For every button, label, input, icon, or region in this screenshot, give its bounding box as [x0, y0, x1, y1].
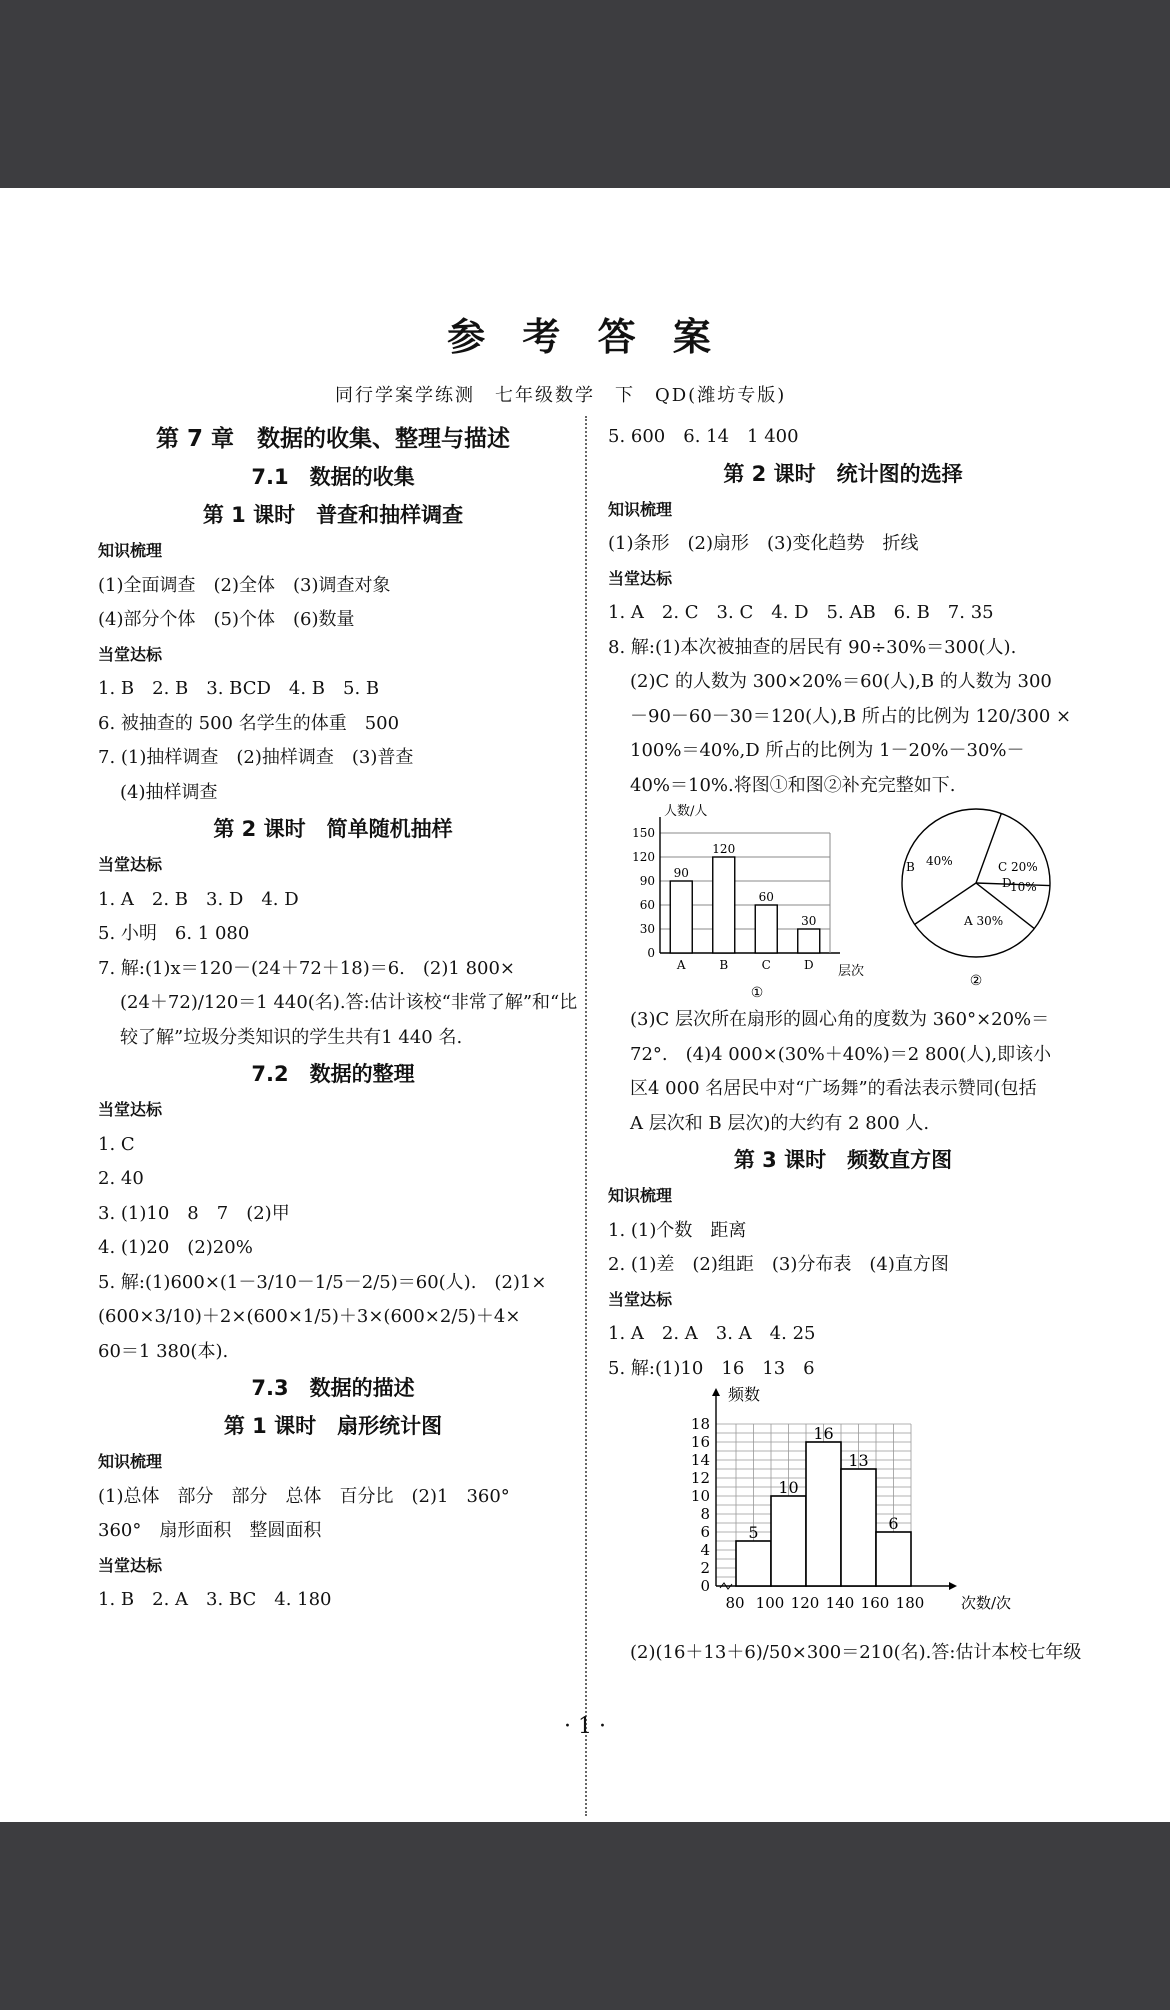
right-top-block — [608, 420, 1078, 803]
text-line: 72°. (4)4 000×(30%＋40%)＝2 800(人),即该小 — [630, 1043, 1052, 1065]
bar-value-label: 6 — [888, 1514, 899, 1533]
text-line: 1. B 2. B 3. BCD 4. B 5. B — [98, 678, 380, 699]
text-line: 当堂达标 — [98, 1100, 163, 1119]
text-line: 知识梳理 — [98, 1452, 163, 1471]
bar-value-label: 30 — [801, 914, 817, 928]
bar-value-label: 16 — [813, 1424, 834, 1443]
y-tick-label: 12 — [690, 1469, 710, 1487]
text-line: 较了解”垃圾分类知识的学生共有1 440 名. — [120, 1026, 463, 1048]
x-tick-label: C — [761, 958, 771, 972]
figure-histogram — [608, 1386, 1078, 1636]
text-line: 1. A 2. B 3. D 4. D — [98, 888, 299, 910]
chart-caption: ② — [969, 973, 983, 989]
x-tick-label: 180 — [895, 1594, 925, 1612]
text-line: 1. (1)个数 距离 — [608, 1219, 747, 1241]
pie-slice-label: 40% — [926, 854, 953, 868]
y-tick-label: 10 — [690, 1487, 710, 1505]
text-line: 知识梳理 — [98, 541, 163, 560]
text-line: 7.3 数据的描述 — [251, 1376, 415, 1400]
text-line: (1)全面调查 (2)全体 (3)调查对象 — [98, 574, 391, 596]
histogram-bar — [771, 1496, 806, 1586]
text-line: (1)条形 (2)扇形 (3)变化趋势 折线 — [608, 533, 919, 554]
text-line: 第 2 课时 简单随机抽样 — [213, 817, 453, 841]
page-number: · 1 · — [564, 1714, 606, 1739]
top-dark-bar — [0, 0, 1170, 188]
text-line: 2. 40 — [98, 1168, 144, 1189]
bottom-dark-bar — [0, 1822, 1170, 2010]
histogram-bar — [841, 1469, 876, 1586]
pie-slice-letter: B — [906, 860, 915, 874]
text-line: 当堂达标 — [608, 568, 673, 588]
text-line: (24＋72)/120＝1 440(名).答:估计该校“非常了解”和“比 — [120, 992, 578, 1013]
text-line: 当堂达标 — [608, 1289, 673, 1309]
text-line: －90－60－30＝120(人),B 所占的比例为 120/300 × — [630, 705, 1072, 727]
text-line: 当堂达标 — [98, 644, 163, 664]
text-line: (4)抽样调查 — [120, 781, 218, 803]
histogram-bar — [736, 1541, 771, 1586]
y-tick-label: 16 — [690, 1433, 710, 1451]
pie-chart — [898, 803, 1068, 1003]
text-line: 60＝1 380(本). — [98, 1340, 229, 1362]
y-tick-label: 150 — [632, 826, 655, 840]
text-line: 8. 解:(1)本次被抽查的居民有 90÷30%＝300(人). — [608, 636, 1017, 658]
histogram-bar — [806, 1442, 841, 1586]
text-line: (2)C 的人数为 300×20%＝60(人),B 的人数为 300 — [630, 671, 1052, 692]
text-line: 第 2 课时 统计图的选择 — [723, 461, 963, 486]
y-tick-label: 14 — [690, 1451, 710, 1469]
text-line: (1)总体 部分 部分 总体 百分比 (2)1 360° — [98, 1485, 510, 1507]
pie-slice-label: 10% — [1010, 880, 1037, 894]
pie-slice-letter: D — [1002, 876, 1012, 890]
x-axis-label: 次数/次 — [961, 1594, 1012, 1612]
bar-value-label: 5 — [748, 1523, 759, 1542]
bar — [713, 857, 735, 953]
text-line: (600×3/10)＋2×(600×1/5)＋3×(600×2/5)＋4× — [98, 1306, 521, 1327]
text-line: 知识梳理 — [608, 499, 673, 519]
text-line: 7. (1)抽样调查 (2)抽样调查 (3)普查 — [98, 747, 414, 768]
text-line: 40%＝10%.将图①和图②补充完整如下. — [630, 774, 956, 796]
y-tick-label: 90 — [639, 874, 655, 888]
x-tick-label: 160 — [860, 1594, 890, 1612]
text-line: 5. 小明 6. 1 080 — [98, 923, 250, 944]
bar — [670, 881, 692, 953]
pie-slice-label: C 20% — [998, 860, 1038, 874]
text-line: 6. 被抽查的 500 名学生的体重 500 — [98, 712, 400, 734]
text-line: 7.2 数据的整理 — [251, 1062, 415, 1086]
text-line: A 层次和 B 层次)的大约有 2 800 人. — [630, 1112, 930, 1134]
y-tick-label: 0 — [647, 946, 655, 960]
page-title: 参 考 答 案 — [447, 315, 723, 359]
text-line: 100%＝40%,D 所占的比例为 1－20%－30%－ — [630, 740, 1025, 761]
text-line: 第 1 课时 普查和抽样调查 — [202, 503, 464, 527]
text-line: 第 1 课时 扇形统计图 — [223, 1414, 443, 1438]
text-line: (4)部分个体 (5)个体 (6)数量 — [98, 609, 355, 630]
text-line: 5. 解:(1)600×(1－3/10－1/5－2/5)＝60(人). (2)1× — [98, 1271, 547, 1293]
chart-caption: ① — [750, 985, 764, 1001]
bar-value-label: 90 — [673, 866, 689, 880]
text-line: 1. C — [98, 1133, 135, 1155]
y-tick-label: 6 — [700, 1523, 710, 1541]
y-tick-label: 18 — [690, 1415, 710, 1433]
text-line: 2. (1)差 (2)组距 (3)分布表 (4)直方图 — [608, 1254, 949, 1275]
right-column — [608, 420, 1082, 1671]
y-tick-label: 2 — [700, 1559, 710, 1577]
y-tick-label: 30 — [639, 922, 655, 936]
text-line: 第 3 课时 频数直方图 — [733, 1148, 953, 1172]
bar-value-label: 60 — [758, 890, 774, 904]
text-line: 3. (1)10 8 7 (2)甲 — [98, 1202, 290, 1224]
axis-break-mark — [720, 1583, 732, 1589]
x-tick-label: A — [676, 958, 686, 972]
y-tick-label: 120 — [632, 850, 655, 864]
text-line: 1. A 2. C 3. C 4. D 5. AB 6. B 7. 35 — [608, 602, 994, 623]
right-mid-block — [608, 1003, 1078, 1386]
text-line: 360° 扇形面积 整圆面积 — [98, 1520, 322, 1541]
bar-value-label: 120 — [712, 842, 736, 856]
text-line: (3)C 层次所在扇形的圆心角的度数为 360°×20%＝ — [630, 1009, 1050, 1030]
bar — [755, 905, 777, 953]
histogram-chart — [648, 1386, 1028, 1636]
histogram-bar — [876, 1532, 911, 1586]
text-line: 7.1 数据的收集 — [251, 465, 415, 489]
left-column — [98, 420, 578, 1618]
text-line: 知识梳理 — [608, 1186, 673, 1205]
text-line: 1. A 2. A 3. A 4. 25 — [608, 1323, 816, 1344]
text-line: 第 7 章 数据的收集、整理与描述 — [155, 426, 511, 452]
y-axis-arrow — [712, 1388, 720, 1396]
text-line: 5. 解:(1)10 16 13 6 — [608, 1357, 815, 1379]
column-divider — [585, 416, 587, 1816]
x-tick-label: B — [719, 958, 729, 972]
text-line: 区4 000 名居民中对“广场舞”的看法表示赞同(包括 — [630, 1078, 1037, 1099]
text-line: (2)(16＋13＋6)/50×300＝210(名).答:估计本校七年级 — [630, 1642, 1082, 1663]
figure-bar-and-pie — [608, 803, 1078, 1003]
x-tick-label: 80 — [725, 1594, 745, 1612]
text-line: 4. (1)20 (2)20% — [98, 1237, 253, 1258]
y-axis-label: 频数 — [728, 1386, 761, 1404]
pie-slice-label: A 30% — [964, 914, 1004, 928]
y-tick-label: 60 — [639, 898, 655, 912]
text-line: 7. 解:(1)x＝120－(24＋72＋18)＝6. (2)1 800× — [98, 957, 516, 979]
text-line: 当堂达标 — [98, 855, 163, 874]
right-bottom-block — [608, 1636, 1082, 1671]
bar-value-label: 10 — [778, 1478, 799, 1497]
y-tick-label: 8 — [700, 1505, 710, 1523]
bar-value-label: 13 — [848, 1451, 869, 1470]
x-axis-label: 层次 — [838, 964, 865, 979]
book-subtitle: 同行学案学练测 七年级数学 下 QD(潍坊专版) — [335, 385, 787, 406]
text-line: 当堂达标 — [98, 1555, 163, 1575]
x-tick-label: 120 — [790, 1594, 820, 1612]
text-line: 5. 600 6. 14 1 400 — [608, 426, 799, 447]
x-tick-label: 140 — [825, 1594, 855, 1612]
x-tick-label: 100 — [755, 1594, 785, 1612]
bar-chart — [620, 803, 870, 1003]
y-axis-label: 人数/人 — [664, 804, 708, 819]
x-tick-label: D — [803, 958, 814, 972]
text-line: 1. B 2. A 3. BC 4. 180 — [98, 1589, 332, 1610]
answer-page — [0, 188, 1170, 1822]
y-tick-label: 0 — [700, 1577, 710, 1595]
bar — [798, 929, 820, 953]
y-tick-label: 4 — [700, 1541, 710, 1559]
x-axis-arrow — [949, 1582, 957, 1590]
